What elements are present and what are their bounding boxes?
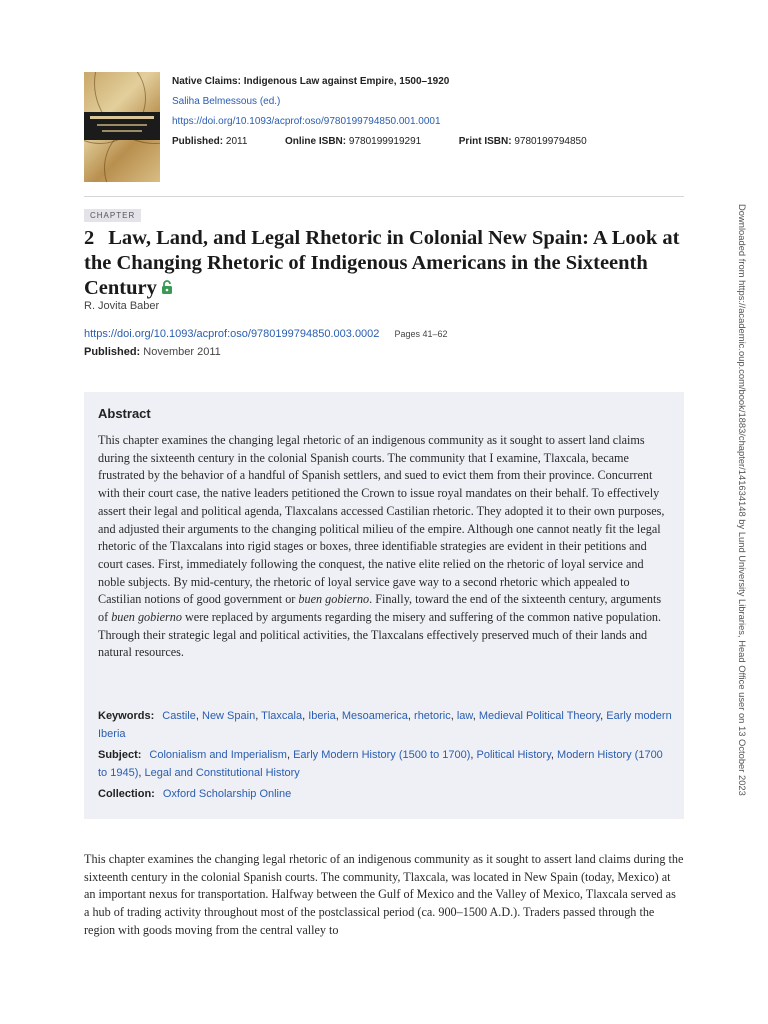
chapter-badge: CHAPTER <box>84 209 141 222</box>
chapter-published-row <box>84 346 221 358</box>
abstract-heading: Abstract <box>98 406 151 421</box>
book-published-value: 2011 <box>225 136 248 147</box>
chapter-body-text: This chapter examines the changing legal rhetoric of an indigenous community as it sought to assert land claims during the sixteenth century in the colonial Spanish courts. The community, Tlaxcala, was located in New Spain (today, Mexico) at an important nexus for transportation. Halfway between the Gulf of Mexico and the Valley of Mexico, Tlaxcala served as a hub of trading activity throughout most of the postclassical period (ca. 900–1500 A.D.). Traders passed through the region with goods moving from the central valley to <box>84 852 684 937</box>
collection-link[interactable]: Oxford Scholarship Online <box>162 788 292 800</box>
abstract-emphasis: buen gobierno <box>298 592 370 607</box>
chapter-doi-link[interactable]: https://doi.org/10.1093/acprof:oso/9780199794850.003.0002 <box>84 328 380 340</box>
link-item[interactable]: Castile <box>162 710 196 722</box>
book-title[interactable]: Native Claims: Indigenous Law against Empire, 1500–1920 <box>172 76 450 87</box>
chapter-published-value: November 2011 <box>143 346 221 358</box>
book-doi-link[interactable]: https://doi.org/10.1093/acprof:oso/9780199794850.001.0001 <box>172 116 441 127</box>
chapter-number: 2 <box>84 227 95 249</box>
collection-label: Collection: <box>98 788 155 800</box>
open-lock-icon <box>161 277 173 302</box>
keywords-row <box>98 708 672 743</box>
link-item[interactable]: Iberia <box>308 710 336 722</box>
book-meta <box>172 72 684 152</box>
book-published-label: Published: <box>172 136 224 147</box>
link-item[interactable]: Legal and Constitutional History <box>144 766 300 779</box>
keywords-label: Keywords: <box>98 710 155 722</box>
chapter-doi-row <box>84 328 448 340</box>
subject-row <box>98 747 672 782</box>
chapter-author[interactable]: R. Jovita Baber <box>84 300 160 312</box>
link-item[interactable]: Political History <box>476 749 551 761</box>
book-publication-row <box>172 132 684 152</box>
chapter-title-text: Law, Land, and Legal Rhetoric in Colonial New Spain: A Look at the Changing Rhetoric of Indigenous Americans in the Sixteenth Century <box>84 227 680 299</box>
abstract-emphasis: buen gobierno <box>111 610 182 625</box>
collection-row <box>98 786 672 804</box>
abstract-text-part: This chapter examines the changing legal rhetoric of an indigenous community as it sought to assert land claims during the sixteenth century in the colonial Spanish courts. The community that I examine, Tlaxcala, became frustrated by the behavior of a handful of Spanish settlers, and sued to evict them from their province. Concurrent with their court case, the native leaders petitioned the Crown to issue royal mandates on their behalf. To effectively assert their legal and political agenda, Tlaxcalans accessed Castilian rhetoric. They adopted it to their own purposes, and adjusted their arguments to the changing political milieu of the empire. Although one cannot neatly fit the legal rhetoric of the Tlaxcalans into rigid stages or boxes, three identifiable strategies are evident in their petitions and court cases. First, immediately following the conquest, the native elite relied on the rhetoric of loyal service and noble subjects. By mid-century, the rhetoric of loyal service gave way to a second rhetoric which appealed to Castilian notions of good government or <box>98 433 665 607</box>
chapter-published-label: Published: <box>84 346 141 358</box>
link-item[interactable]: Early Modern History (1500 to 1700) <box>293 749 471 761</box>
link-item[interactable]: New Spain <box>202 710 256 722</box>
download-notice-text: Downloaded from https://academic.oup.com/book/1883/chapter/141634148 by Lund University Libraries, Head Office user on 13 October 2023 <box>737 204 748 796</box>
abstract-text-part: were replaced by arguments regarding the misery and suffering of the common native population. Through their strategic legal and political activities, the Tlaxcalans effectively preserved much of their lands and natural resources. <box>98 610 662 660</box>
download-notice <box>736 204 750 824</box>
link-item[interactable]: Colonialism and Imperialism <box>149 749 287 761</box>
link-item[interactable]: Modern History (1700 to 1945) <box>98 749 663 779</box>
divider <box>84 196 684 197</box>
abstract-text <box>98 432 672 662</box>
link-item[interactable]: Early modern Iberia <box>98 710 672 740</box>
link-item[interactable]: rhetoric <box>414 710 451 722</box>
print-isbn-value: 9780199794850 <box>514 136 587 147</box>
abstract-panel <box>84 392 684 819</box>
cover-subtitle-line <box>97 124 147 126</box>
subject-list: Colonialism and Imperialism, Early Modern History (1500 to 1700), Political History, Modern History (1700 to 1945), Legal and Constitutional History <box>98 749 663 779</box>
book-editor-link[interactable]: Saliha Belmessous (ed.) <box>172 96 281 107</box>
cover-title-band <box>84 112 160 140</box>
book-cover-image[interactable] <box>84 72 160 182</box>
print-isbn-label: Print ISBN: <box>458 136 512 147</box>
cover-subtitle-line <box>102 130 142 132</box>
abstract-text-part: . Finally, toward the end of the sixteenth century, arguments of <box>98 592 662 625</box>
chapter-pages: Pages 41–62 <box>394 329 448 339</box>
link-item[interactable]: law <box>456 710 473 722</box>
book-header <box>84 72 684 184</box>
link-item[interactable]: Tlaxcala <box>261 710 303 722</box>
subject-label: Subject: <box>98 749 142 761</box>
chapter-title <box>84 226 684 302</box>
keywords-list: Castile, New Spain, Tlaxcala, Iberia, Mesoamerica, rhetoric, law, Medieval Political Theory, Early modern Iberia <box>98 710 672 740</box>
link-item[interactable]: Mesoamerica <box>341 710 408 722</box>
online-isbn-label: Online ISBN: <box>284 136 347 147</box>
link-item[interactable]: Medieval Political Theory <box>478 710 601 722</box>
online-isbn-value: 9780199919291 <box>348 136 422 147</box>
cover-title-line <box>90 116 154 119</box>
